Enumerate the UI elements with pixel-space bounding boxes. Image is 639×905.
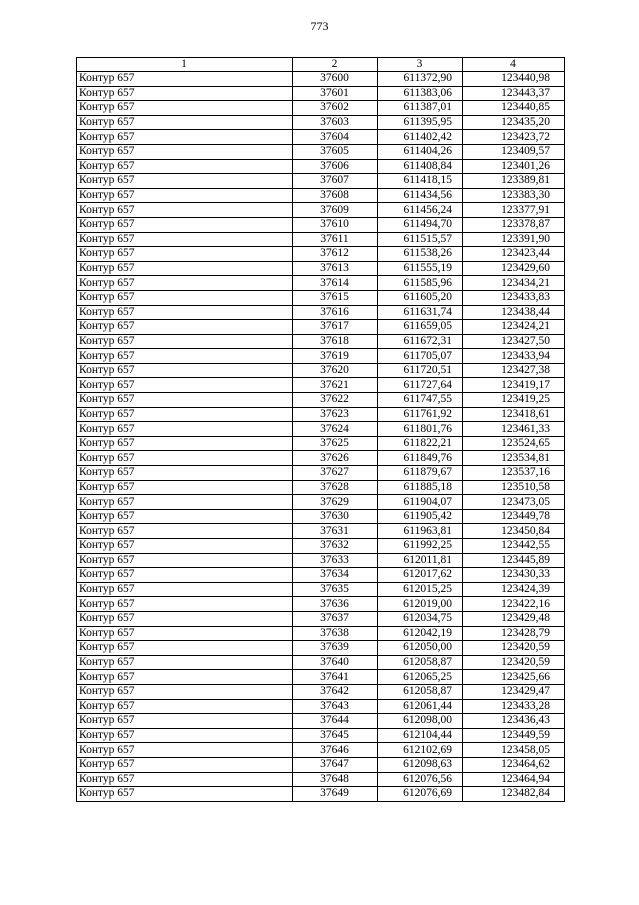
y-coordinate-cell: 123383,30	[463, 188, 565, 203]
point-number-cell: 37612	[293, 247, 378, 262]
y-coordinate-cell: 123429,48	[463, 611, 565, 626]
point-number-cell: 37646	[293, 743, 378, 758]
y-coordinate-cell: 123423,72	[463, 130, 565, 145]
table-body	[77, 72, 565, 802]
x-coordinate-cell: 611538,26	[378, 247, 463, 262]
x-coordinate-cell: 612015,25	[378, 582, 463, 597]
point-number-cell: 37607	[293, 174, 378, 189]
table-row	[77, 217, 565, 232]
contour-name-cell: Контур 657	[77, 641, 293, 656]
x-coordinate-cell: 612065,25	[378, 670, 463, 685]
y-coordinate-cell: 123464,94	[463, 772, 565, 787]
table-row	[77, 247, 565, 262]
table-row	[77, 86, 565, 101]
point-number-cell: 37628	[293, 480, 378, 495]
y-coordinate-cell: 123510,58	[463, 480, 565, 495]
x-coordinate-cell: 612104,44	[378, 728, 463, 743]
table-row	[77, 320, 565, 335]
y-coordinate-cell: 123534,81	[463, 451, 565, 466]
x-coordinate-cell: 612050,00	[378, 641, 463, 656]
y-coordinate-cell: 123433,94	[463, 349, 565, 364]
point-number-cell: 37608	[293, 188, 378, 203]
point-number-cell: 37635	[293, 582, 378, 597]
point-number-cell: 37642	[293, 684, 378, 699]
contour-name-cell: Контур 657	[77, 611, 293, 626]
table-row	[77, 349, 565, 364]
contour-name-cell: Контур 657	[77, 436, 293, 451]
point-number-cell: 37605	[293, 144, 378, 159]
y-coordinate-cell: 123449,59	[463, 728, 565, 743]
coordinates-table	[76, 57, 565, 802]
table-row	[77, 101, 565, 116]
x-coordinate-cell: 611705,07	[378, 349, 463, 364]
table-row	[77, 495, 565, 510]
contour-name-cell: Контур 657	[77, 451, 293, 466]
table-row	[77, 524, 565, 539]
x-coordinate-cell: 612061,44	[378, 699, 463, 714]
table-row	[77, 728, 565, 743]
point-number-cell: 37601	[293, 86, 378, 101]
contour-name-cell: Контур 657	[77, 466, 293, 481]
contour-name-cell: Контур 657	[77, 115, 293, 130]
y-coordinate-cell: 123427,50	[463, 334, 565, 349]
table-row	[77, 670, 565, 685]
contour-name-cell: Контур 657	[77, 72, 293, 87]
y-coordinate-cell: 123449,78	[463, 509, 565, 524]
contour-name-cell: Контур 657	[77, 203, 293, 218]
y-coordinate-cell: 123391,90	[463, 232, 565, 247]
contour-name-cell: Контур 657	[77, 568, 293, 583]
y-coordinate-cell: 123429,60	[463, 261, 565, 276]
x-coordinate-cell: 611434,56	[378, 188, 463, 203]
contour-name-cell: Контур 657	[77, 714, 293, 729]
contour-name-cell: Контур 657	[77, 378, 293, 393]
contour-name-cell: Контур 657	[77, 320, 293, 335]
table-row	[77, 553, 565, 568]
table-row	[77, 743, 565, 758]
contour-name-cell: Контур 657	[77, 539, 293, 554]
table-row	[77, 203, 565, 218]
contour-name-cell: Контур 657	[77, 130, 293, 145]
contour-name-cell: Контур 657	[77, 334, 293, 349]
table-header-row	[77, 58, 565, 72]
x-coordinate-cell: 611494,70	[378, 217, 463, 232]
x-coordinate-cell: 611408,84	[378, 159, 463, 174]
contour-name-cell: Контур 657	[77, 276, 293, 291]
point-number-cell: 37625	[293, 436, 378, 451]
x-coordinate-cell: 612076,69	[378, 787, 463, 802]
table-row	[77, 378, 565, 393]
table-row	[77, 159, 565, 174]
point-number-cell: 37602	[293, 101, 378, 116]
contour-name-cell: Контур 657	[77, 597, 293, 612]
y-coordinate-cell: 123458,05	[463, 743, 565, 758]
point-number-cell: 37640	[293, 655, 378, 670]
contour-name-cell: Контур 657	[77, 670, 293, 685]
point-number-cell: 37616	[293, 305, 378, 320]
table-row	[77, 539, 565, 554]
table-row	[77, 393, 565, 408]
point-number-cell: 37632	[293, 539, 378, 554]
table-row	[77, 684, 565, 699]
point-number-cell: 37600	[293, 72, 378, 87]
y-coordinate-cell: 123473,05	[463, 495, 565, 510]
y-coordinate-cell: 123418,61	[463, 407, 565, 422]
table-row	[77, 130, 565, 145]
y-coordinate-cell: 123537,16	[463, 466, 565, 481]
table-row	[77, 787, 565, 802]
x-coordinate-cell: 611387,01	[378, 101, 463, 116]
contour-name-cell: Контур 657	[77, 159, 293, 174]
y-coordinate-cell: 123482,84	[463, 787, 565, 802]
contour-name-cell: Контур 657	[77, 232, 293, 247]
y-coordinate-cell: 123425,66	[463, 670, 565, 685]
point-number-cell: 37627	[293, 466, 378, 481]
x-coordinate-cell: 611720,51	[378, 363, 463, 378]
contour-name-cell: Контур 657	[77, 261, 293, 276]
x-coordinate-cell: 611402,42	[378, 130, 463, 145]
table-row	[77, 232, 565, 247]
y-coordinate-cell: 123436,43	[463, 714, 565, 729]
x-coordinate-cell: 611515,57	[378, 232, 463, 247]
y-coordinate-cell: 123420,59	[463, 655, 565, 670]
x-coordinate-cell: 611404,26	[378, 144, 463, 159]
point-number-cell: 37606	[293, 159, 378, 174]
table-row	[77, 714, 565, 729]
table-row	[77, 480, 565, 495]
point-number-cell: 37629	[293, 495, 378, 510]
point-number-cell: 37630	[293, 509, 378, 524]
point-number-cell: 37634	[293, 568, 378, 583]
contour-name-cell: Контур 657	[77, 407, 293, 422]
x-coordinate-cell: 611672,31	[378, 334, 463, 349]
contour-name-cell: Контур 657	[77, 144, 293, 159]
point-number-cell: 37641	[293, 670, 378, 685]
contour-name-cell: Контур 657	[77, 422, 293, 437]
point-number-cell: 37609	[293, 203, 378, 218]
x-coordinate-cell: 611904,07	[378, 495, 463, 510]
column-header-1: 1	[77, 58, 293, 72]
y-coordinate-cell: 123389,81	[463, 174, 565, 189]
x-coordinate-cell: 611761,92	[378, 407, 463, 422]
table-row	[77, 466, 565, 481]
point-number-cell: 37613	[293, 261, 378, 276]
y-coordinate-cell: 123377,91	[463, 203, 565, 218]
contour-name-cell: Контур 657	[77, 305, 293, 320]
point-number-cell: 37615	[293, 290, 378, 305]
point-number-cell: 37645	[293, 728, 378, 743]
x-coordinate-cell: 611555,19	[378, 261, 463, 276]
x-coordinate-cell: 612102,69	[378, 743, 463, 758]
y-coordinate-cell: 123429,47	[463, 684, 565, 699]
x-coordinate-cell: 612058,87	[378, 655, 463, 670]
x-coordinate-cell: 612011,81	[378, 553, 463, 568]
contour-name-cell: Контур 657	[77, 728, 293, 743]
point-number-cell: 37622	[293, 393, 378, 408]
x-coordinate-cell: 612034,75	[378, 611, 463, 626]
contour-name-cell: Контур 657	[77, 86, 293, 101]
y-coordinate-cell: 123445,89	[463, 553, 565, 568]
contour-name-cell: Контур 657	[77, 757, 293, 772]
table-row	[77, 290, 565, 305]
x-coordinate-cell: 611605,20	[378, 290, 463, 305]
contour-name-cell: Контур 657	[77, 582, 293, 597]
x-coordinate-cell: 611372,90	[378, 72, 463, 87]
x-coordinate-cell: 611631,74	[378, 305, 463, 320]
contour-name-cell: Контур 657	[77, 699, 293, 714]
x-coordinate-cell: 611801,76	[378, 422, 463, 437]
contour-name-cell: Контур 657	[77, 349, 293, 364]
y-coordinate-cell: 123409,57	[463, 144, 565, 159]
column-header-4: 4	[463, 58, 565, 72]
table-row	[77, 334, 565, 349]
table-row	[77, 568, 565, 583]
column-header-3: 3	[378, 58, 463, 72]
x-coordinate-cell: 611383,06	[378, 86, 463, 101]
y-coordinate-cell: 123440,85	[463, 101, 565, 116]
contour-name-cell: Контур 657	[77, 655, 293, 670]
x-coordinate-cell: 612098,00	[378, 714, 463, 729]
contour-name-cell: Контур 657	[77, 553, 293, 568]
point-number-cell: 37631	[293, 524, 378, 539]
y-coordinate-cell: 123461,33	[463, 422, 565, 437]
table-row	[77, 597, 565, 612]
y-coordinate-cell: 123433,83	[463, 290, 565, 305]
table-row	[77, 422, 565, 437]
point-number-cell: 37604	[293, 130, 378, 145]
y-coordinate-cell: 123419,17	[463, 378, 565, 393]
point-number-cell: 37648	[293, 772, 378, 787]
point-number-cell: 37633	[293, 553, 378, 568]
point-number-cell: 37636	[293, 597, 378, 612]
y-coordinate-cell: 123401,26	[463, 159, 565, 174]
contour-name-cell: Контур 657	[77, 363, 293, 378]
y-coordinate-cell: 123422,16	[463, 597, 565, 612]
x-coordinate-cell: 611727,64	[378, 378, 463, 393]
table-row	[77, 582, 565, 597]
x-coordinate-cell: 611879,67	[378, 466, 463, 481]
y-coordinate-cell: 123440,98	[463, 72, 565, 87]
y-coordinate-cell: 123419,25	[463, 393, 565, 408]
contour-name-cell: Контур 657	[77, 495, 293, 510]
x-coordinate-cell: 611905,42	[378, 509, 463, 524]
y-coordinate-cell: 123424,39	[463, 582, 565, 597]
y-coordinate-cell: 123433,28	[463, 699, 565, 714]
table-row	[77, 261, 565, 276]
point-number-cell: 37620	[293, 363, 378, 378]
point-number-cell: 37637	[293, 611, 378, 626]
point-number-cell: 37647	[293, 757, 378, 772]
page-number: 773	[310, 19, 329, 33]
table-row	[77, 305, 565, 320]
table-row	[77, 144, 565, 159]
point-number-cell: 37610	[293, 217, 378, 232]
point-number-cell: 37621	[293, 378, 378, 393]
point-number-cell: 37643	[293, 699, 378, 714]
point-number-cell: 37624	[293, 422, 378, 437]
point-number-cell: 37638	[293, 626, 378, 641]
table-row	[77, 276, 565, 291]
point-number-cell: 37644	[293, 714, 378, 729]
x-coordinate-cell: 612017,62	[378, 568, 463, 583]
contour-name-cell: Контур 657	[77, 480, 293, 495]
table-row	[77, 451, 565, 466]
x-coordinate-cell: 611418,15	[378, 174, 463, 189]
table-row	[77, 72, 565, 87]
x-coordinate-cell: 611585,96	[378, 276, 463, 291]
point-number-cell: 37617	[293, 320, 378, 335]
table-row	[77, 626, 565, 641]
table-row	[77, 363, 565, 378]
point-number-cell: 37626	[293, 451, 378, 466]
point-number-cell: 37649	[293, 787, 378, 802]
contour-name-cell: Контур 657	[77, 174, 293, 189]
contour-name-cell: Контур 657	[77, 247, 293, 262]
contour-name-cell: Контур 657	[77, 509, 293, 524]
point-number-cell: 37619	[293, 349, 378, 364]
contour-name-cell: Контур 657	[77, 743, 293, 758]
y-coordinate-cell: 123420,59	[463, 641, 565, 656]
x-coordinate-cell: 612076,56	[378, 772, 463, 787]
x-coordinate-cell: 612042,19	[378, 626, 463, 641]
x-coordinate-cell: 611395,95	[378, 115, 463, 130]
table-row	[77, 509, 565, 524]
point-number-cell: 37623	[293, 407, 378, 422]
x-coordinate-cell: 611849,76	[378, 451, 463, 466]
table-row	[77, 188, 565, 203]
y-coordinate-cell: 123423,44	[463, 247, 565, 262]
table-row	[77, 655, 565, 670]
y-coordinate-cell: 123434,21	[463, 276, 565, 291]
point-number-cell: 37639	[293, 641, 378, 656]
contour-name-cell: Контур 657	[77, 217, 293, 232]
contour-name-cell: Контур 657	[77, 188, 293, 203]
y-coordinate-cell: 123438,44	[463, 305, 565, 320]
point-number-cell: 37611	[293, 232, 378, 247]
contour-name-cell: Контур 657	[77, 684, 293, 699]
y-coordinate-cell: 123430,33	[463, 568, 565, 583]
y-coordinate-cell: 123428,79	[463, 626, 565, 641]
y-coordinate-cell: 123427,38	[463, 363, 565, 378]
point-number-cell: 37614	[293, 276, 378, 291]
y-coordinate-cell: 123378,87	[463, 217, 565, 232]
y-coordinate-cell: 123464,62	[463, 757, 565, 772]
table-row	[77, 436, 565, 451]
x-coordinate-cell: 611456,24	[378, 203, 463, 218]
y-coordinate-cell: 123442,55	[463, 539, 565, 554]
column-header-2: 2	[293, 58, 378, 72]
contour-name-cell: Контур 657	[77, 101, 293, 116]
table-row	[77, 757, 565, 772]
y-coordinate-cell: 123524,65	[463, 436, 565, 451]
table-row	[77, 772, 565, 787]
x-coordinate-cell: 612019,00	[378, 597, 463, 612]
x-coordinate-cell: 611659,05	[378, 320, 463, 335]
x-coordinate-cell: 611822,21	[378, 436, 463, 451]
point-number-cell: 37618	[293, 334, 378, 349]
x-coordinate-cell: 612058,87	[378, 684, 463, 699]
y-coordinate-cell: 123443,37	[463, 86, 565, 101]
y-coordinate-cell: 123450,84	[463, 524, 565, 539]
contour-name-cell: Контур 657	[77, 787, 293, 802]
y-coordinate-cell: 123435,20	[463, 115, 565, 130]
table-row	[77, 115, 565, 130]
table-row	[77, 611, 565, 626]
contour-name-cell: Контур 657	[77, 772, 293, 787]
contour-name-cell: Контур 657	[77, 524, 293, 539]
table-row	[77, 174, 565, 189]
x-coordinate-cell: 611747,55	[378, 393, 463, 408]
x-coordinate-cell: 611992,25	[378, 539, 463, 554]
y-coordinate-cell: 123424,21	[463, 320, 565, 335]
table-row	[77, 407, 565, 422]
contour-name-cell: Контур 657	[77, 290, 293, 305]
contour-name-cell: Контур 657	[77, 626, 293, 641]
x-coordinate-cell: 611885,18	[378, 480, 463, 495]
x-coordinate-cell: 612098,63	[378, 757, 463, 772]
table-row	[77, 699, 565, 714]
x-coordinate-cell: 611963,81	[378, 524, 463, 539]
contour-name-cell: Контур 657	[77, 393, 293, 408]
table-row	[77, 641, 565, 656]
point-number-cell: 37603	[293, 115, 378, 130]
